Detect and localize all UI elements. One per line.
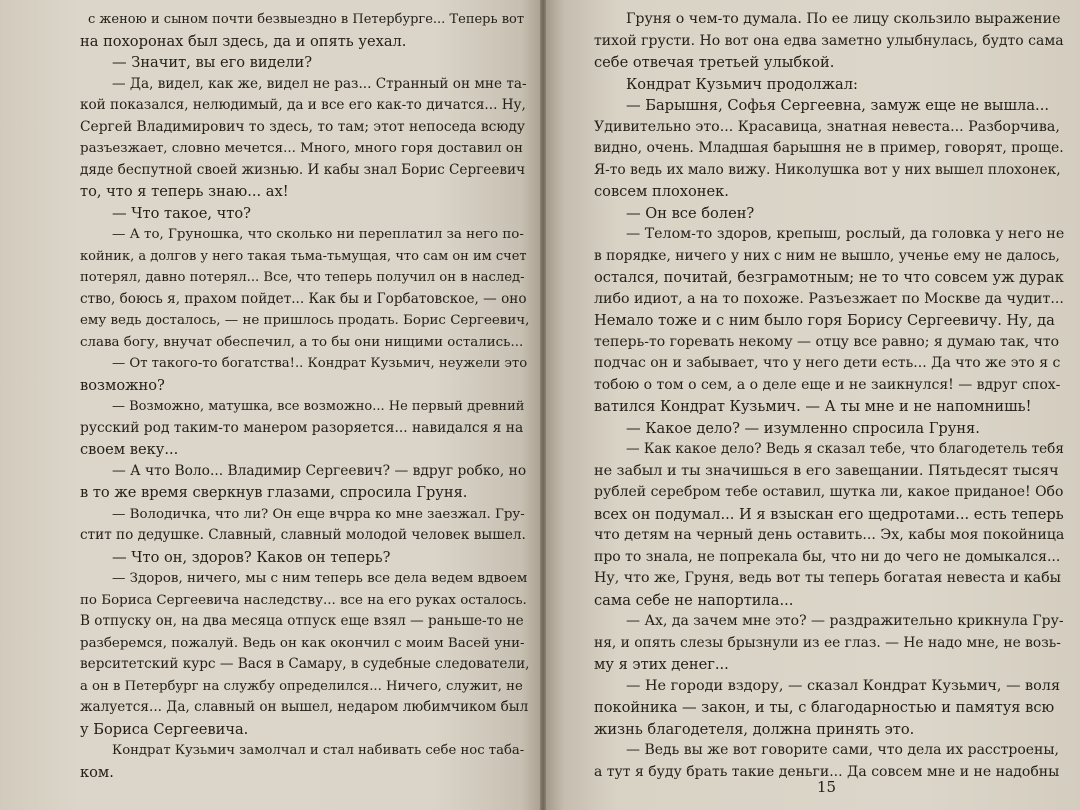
right-line: себе отвечая третьей улыбкой.	[594, 54, 835, 71]
left-line: — А то, Груношка, что сколько ни переплатил за него по-	[112, 227, 524, 242]
left-line: — Володичка, что ли? Он еще вчрра ко мне заезжал. Гру-	[112, 506, 525, 522]
left-line: ство, боюсь я, прахом пойдет... Как бы и Горбатовское, — оно	[80, 290, 527, 307]
right-line: подчас он и забывает, что у него дети есть... Да что же это я с	[594, 355, 1061, 371]
right-line: Я-то ведь их мало вижу. Николушка вот у них вышел плохонек,	[594, 161, 1061, 178]
right-line: рублей серебром тебе оставил, шутка ли, какое приданое! Обо	[594, 484, 1064, 500]
right-line: Ну, что же, Груня, ведь вот ты теперь богатая невеста и кабы	[594, 570, 1061, 586]
left-line: разберемся, пожалуй. Ведь он как окончил с моим Васей уни-	[80, 635, 525, 651]
right-line: — Какое дело? — изумленно спросила Груня.	[626, 419, 980, 437]
left-line: потерял, давно потерял... Все, что теперь получил он в наслед-	[80, 270, 525, 285]
left-line: кой показался, нелюдимый, да и все его как-то дичатся... Ну,	[80, 97, 526, 113]
left-line: Сергей Владимирович то здесь, то там; этот непоседа всюду	[80, 118, 526, 135]
right-line: — Не городи вздору, — сказал Кондрат Кузьмич, — воля	[626, 677, 1061, 694]
right-line: тобою о том о сем, а о деле еще и не заикнулся! — вдруг спох-	[594, 376, 1061, 393]
left-line: а он в Петербург на службу определился... Ничего, служит, не	[80, 678, 523, 694]
right-line: совсем плохонек.	[594, 183, 729, 200]
right-line: теперь-то горевать некому — отцу все равно; я думаю так, что	[594, 333, 1060, 350]
right-line: видно, очень. Младшая барышня не в пример, говорят, проще.	[594, 140, 1064, 156]
left-line: слава богу, внучат обеспечил, а то бы они нищими остались...	[80, 334, 524, 350]
left-line: дяде беспутной своей жизнью. И кабы знал Борис Сергеевич	[80, 161, 526, 178]
right-line: что детям на черный день оставить... Эх, кабы моя покойница	[594, 527, 1065, 543]
right-line: сама себе не напортила...	[594, 591, 794, 609]
left-line: русский род таким-то манером разоряется... навидался я на	[80, 419, 524, 436]
right-line: Немало тоже и с ним было горя Борису Сергеевичу. Ну, да	[594, 312, 1055, 329]
left-line: В отпуску он, на два месяца отпуск еще взял — раньше-то не	[80, 613, 524, 629]
left-line: — Значит, вы его видели?	[112, 54, 313, 71]
left-line: в то же время сверкнув глазами, спросила Груня.	[80, 484, 468, 501]
left-page-text	[80, 9, 530, 783]
left-line: разъезжает, словно мечется... Много, много горя доставил он	[80, 141, 523, 156]
right-line: Груня о чем-то думала. По ее лицу скользило выражение	[626, 11, 1061, 27]
right-line: а тут я буду брать такие деньги... Да совсем мне и не надобны	[594, 763, 1060, 780]
left-line: — Возможно, матушка, все возможно... Не первый древний	[112, 399, 525, 414]
left-line: жалуется... Да, славный он вышел, недаром любимчиком был	[80, 699, 529, 715]
left-line: — Здоров, ничего, мы с ним теперь все дела ведем вдвоем	[112, 571, 528, 586]
right-line: ня, и опять слезы брызнули из ее глаз. — Не надо мне, не возь-	[594, 634, 1061, 651]
right-line: в порядке, ничего у них с ним не вышло, ученье ему не далось,	[594, 247, 1060, 264]
left-line: — А что Воло... Владимир Сергеевич? — вдруг робко, но	[112, 462, 527, 479]
right-line: не забыл и ты значишься в его завещании. Пятьдесят тысяч	[594, 462, 1059, 479]
right-line: — Ведь вы же вот говорите сами, что дела их расстроены,	[626, 742, 1059, 758]
right-line: про то знала, не попрекала бы, что ни до чего не домыкался...	[594, 548, 1061, 565]
left-line: возможно?	[80, 376, 165, 394]
left-line: по Бориса Сергеевича наследству... все на его руках осталось.	[80, 592, 527, 608]
right-line: покойника — закон, и ты, с благодарностью и памятуя всю	[594, 699, 1055, 716]
right-line: — Как какое дело? Ведь я сказал тебе, что благодетель тебя	[626, 441, 1064, 457]
left-line: стит по дедушке. Славный, славный молодой человек вышел.	[80, 527, 526, 543]
right-line: либо идиот, а на то похоже. Разъезжает по Москве да чудит...	[594, 290, 1064, 307]
right-line: Удивительно это... Красавица, знатная невеста... Разборчива,	[594, 118, 1060, 135]
left-line: с женою и сыном почти безвыездно в Петербурге... Теперь вот	[88, 12, 525, 27]
right-line: жизнь благодетеля, должна принять это.	[594, 720, 915, 738]
left-line: ком.	[80, 763, 114, 781]
left-line: ему ведь досталось, — не пришлось продать. Борис Сергеевич,	[80, 313, 530, 328]
right-line: тихой грусти. Но вот она едва заметно улыбнулась, будто сама	[594, 32, 1064, 49]
right-line: му я этих денег...	[594, 656, 729, 673]
right-line: остался, почитай, безграмотным; не то что совсем уж дурак	[594, 269, 1064, 286]
right-line: — Телом-то здоров, крепыш, рослый, да головка у него не	[626, 226, 1065, 242]
left-line: — Что такое, что?	[112, 204, 251, 222]
right-line: Кондрат Кузьмич продолжал:	[626, 75, 858, 93]
left-line: — Да, видел, как же, видел не раз... Странный он мне та-	[112, 75, 527, 92]
left-line: — От такого-то богатства!.. Кондрат Кузьмич, неужели это	[112, 356, 528, 371]
left-line: своем веку...	[80, 441, 179, 458]
right-line: — Барышня, Софья Сергеевна, замуж еще не вышла...	[626, 97, 1049, 114]
left-line: верситетский курс — Вася в Самару, в судебные следователи,	[80, 656, 530, 672]
right-page-text	[594, 9, 1065, 783]
left-line: Кондрат Кузьмич замолчал и стал набивать себе нос таба-	[112, 743, 525, 758]
right-page	[543, 0, 1080, 810]
right-line: — Ах, да зачем мне это? — раздражительно крикнула Гру-	[626, 613, 1064, 629]
right-line: ватился Кондрат Кузьмич. — А ты мне и не напомнишь!	[594, 398, 1032, 415]
right-line: — Он все болен?	[626, 204, 755, 222]
book-spine	[540, 0, 546, 810]
left-line: у Бориса Сергеевича.	[80, 720, 249, 738]
page-number: 15	[817, 778, 837, 796]
left-line: то, что я теперь знаю... ах!	[80, 183, 289, 200]
left-line: — Что он, здоров? Каков он теперь?	[112, 548, 391, 566]
left-line: на похоронах был здесь, да и опять уехал.	[80, 32, 407, 50]
right-line: всех он подумал... И я взыскан его щедротами... есть теперь	[594, 505, 1064, 523]
left-line: койник, а долгов у него такая тьма-тьмущая, что сам он им счет	[80, 248, 527, 264]
